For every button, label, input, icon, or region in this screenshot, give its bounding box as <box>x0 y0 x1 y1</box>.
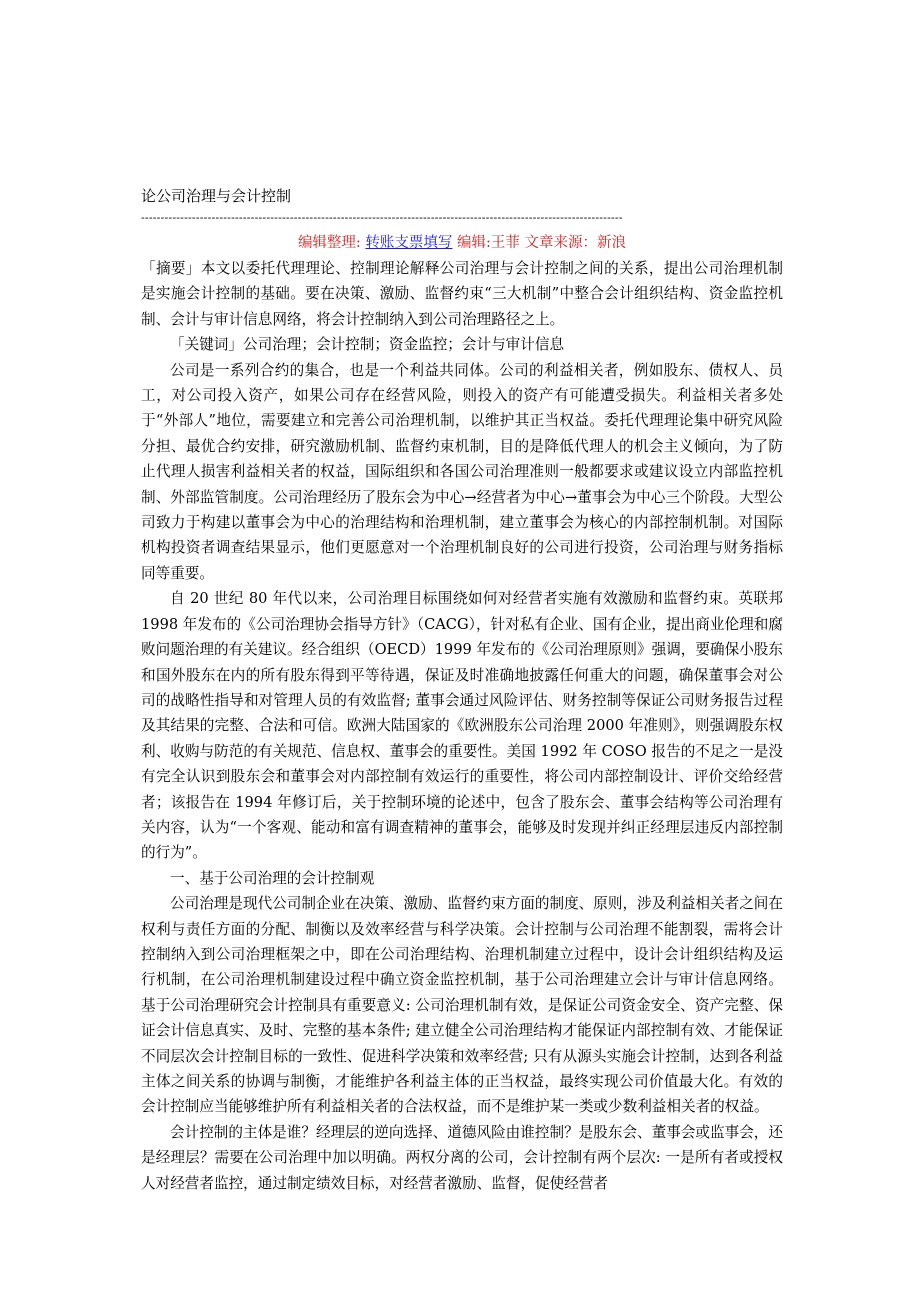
body-paragraph: 会计控制的主体是谁？经理层的逆向选择、道德风险由谁控制？是股东会、董事会或监事会，还是经理层？需要在公司治理中加以明确。两权分离的公司，会计控制有两个层次: 一是所有者或授权人对经营者监控，通过制定绩效目标，对经营者激励、监督，促使经营者 <box>141 1123 783 1192</box>
separator-line: --------------------------------------------------------------------------------------------------------------------------- <box>141 211 623 224</box>
editor-suffix: 编辑:王菲 文章来源：新浪 <box>457 235 627 251</box>
article-title: 论公司治理与会计控制 <box>141 187 292 205</box>
editor-prefix: 编辑整理: <box>297 235 361 251</box>
editor-link[interactable]: 转账支票填写 <box>365 235 453 251</box>
section-heading: 一、基于公司治理的会计控制观 <box>170 869 375 887</box>
body-paragraph: 公司是一系列合约的集合，也是一个利益共同体。公司的利益相关者，例如股东、债权人、员工，对公司投入资产，如果公司存在经营风险，则投入的资产有可能遭受损失。利益相关者多处于“外部人”地位，需要建立和完善公司治理机制，以维护其正当权益。委托代理理论集中研究风险分担、最优合约安排，研究激励机制、监督约束机制，目的是降低代理人的机会主义倾向，为了防止代理人损害利益相关者的权益，国际组织和各国公司治理准则一般都要求或建议设立内部监控机制、外部监管制度。公司治理经历了股东会为中心→经营者为中心→董事会为中心三个阶段。大型公司致力于构建以董事会为中心的治理结构和治理机制，建立董事会为核心的内部控制机制。对国际机构投资者调查结果显示，他们更愿意对一个治理机制良好的公司进行投资，公司治理与财务指标同等重要。 <box>141 361 783 582</box>
body-paragraph: 自 20 世纪 80 年代以来，公司治理目标围绕如何对经营者实施有效激励和监督约束。英联邦 1998 年发布的《公司治理协会指导方针》（CACG），针对私有企业、国有企业，提出商业伦理和腐败问题治理的有关建议。经合组织（OECD）1999 年发布的《公司治理原则》强调，要确保小股东和国外股东在内的所有股东得到平等待遇，保证及时准确地披露任何重大的问题，确保董事会对公司的战略性指导和对管理人员的有效监督; 董事会通过风险评估、财务控制等保证公司财务报告过程及其结果的完整、合法和可信。欧洲大陆国家的《欧洲股东公司治理 2000 年准则》，则强调股东权利、收购与防范的有关规范、信息权、董事会的重要性。美国 1992 年 COSO 报告的不足之一是没有完全认识到股东会和董事会对内部控制有效运行的重要性，将公司内部控制设计、评价交给经营者；该报告在 1994 年修订后，关于控制环境的论述中，包含了股东会、董事会结构等公司治理有关内容，认为“一个客观、能动和富有调查精神的董事会，能够及时发现并纠正经理层违反内部控制的行为”。 <box>141 590 783 862</box>
body-paragraph: 公司治理是现代公司制企业在决策、激励、监督约束方面的制度、原则，涉及利益相关者之间在权利与责任方面的分配、制衡以及效率经营与科学决策。会计控制与公司治理不能割裂，需将会计控制纳入到公司治理框架之中，即在公司治理结构、治理机制建立过程中，设计会计组织结构及运行机制，在公司治理机制建设过程中确立资金监控机制，基于公司治理建立会计与审计信息网络。基于公司治理研究会计控制具有重要意义: 公司治理机制有效，是保证公司资金安全、资产完整、保证会计信息真实、及时、完整的基本条件; 建立健全公司治理结构才能保证内部控制有效、才能保证不同层次会计控制目标的一致性、促进科学决策和效率经营; 只有从源头实施会计控制，达到各利益主体之间关系的协调与制衡，才能维护各利益主体的正当权益，最终实现公司价值最大化。有效的会计控制应当能够维护所有利益相关者的合法权益，而不是维护某一类或少数利益相关者的权益。 <box>141 895 783 1116</box>
editor-line <box>141 233 783 253</box>
article-body <box>141 256 783 1196</box>
abstract-paragraph: 「摘要」本文以委托代理理论、控制理论解释公司治理与会计控制之间的关系，提出公司治理机制是实施会计控制的基础。要在决策、激励、监督约束“三大机制”中整合会计组织结构、资金监控机制、会计与审计信息网络，将会计控制纳入到公司治理路径之上。 <box>141 260 783 328</box>
keywords-paragraph: 「关键词」公司治理；会计控制；资金监控；会计与审计信息 <box>170 336 565 354</box>
